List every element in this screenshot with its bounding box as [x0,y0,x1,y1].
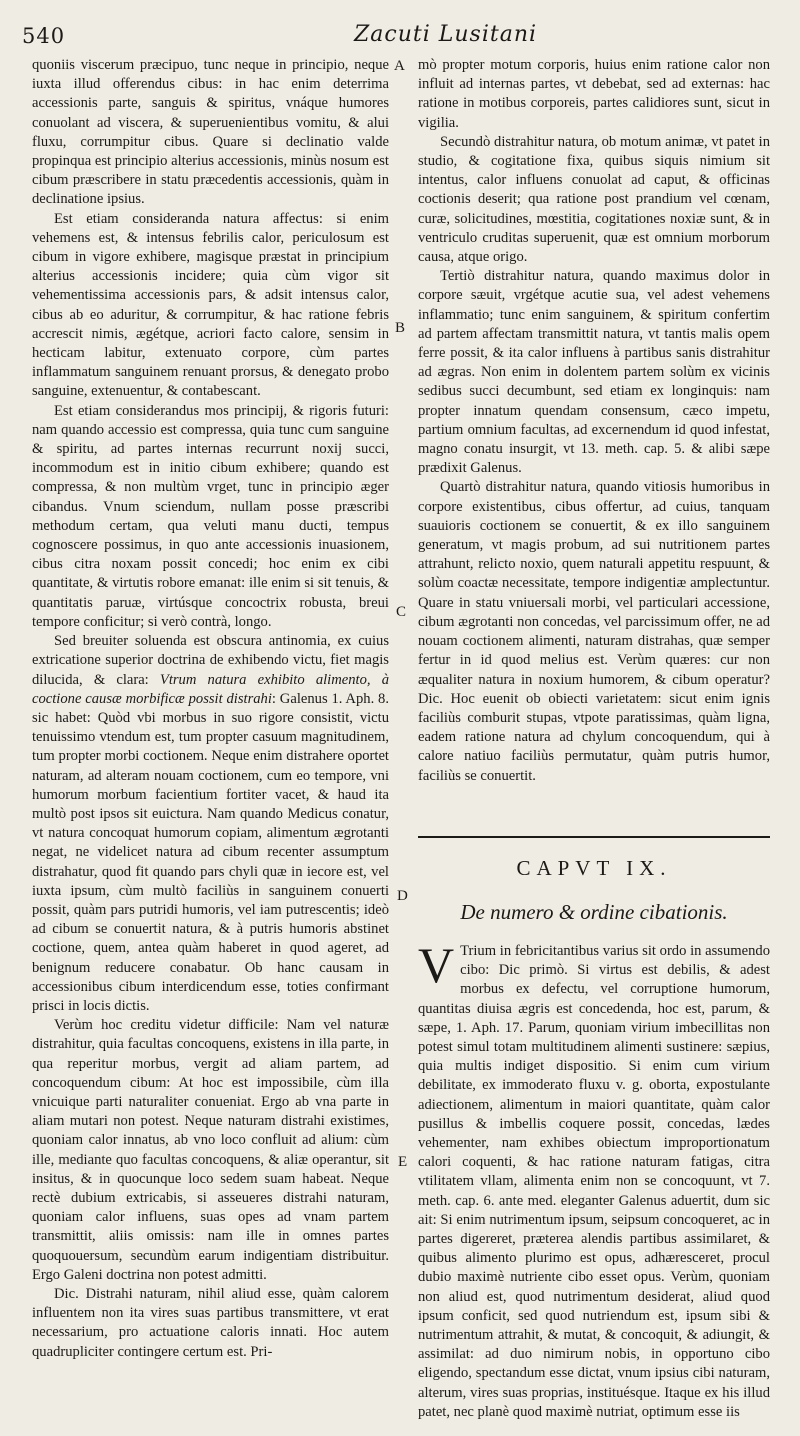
left-paragraph-2: Est etiam consideranda natura affectus: si enim vehemens est, & intensus febrilis calor, periculosum est cibum in vigore exhibere, magisque præstat in principium alterius accessionis incidere; quia cùm vigor sit vehementissima accessionis pars, & adsit intensus calor, cibus ab eo aduritur, & corrumpitur, & hac ratione febris accrescit nimis, ægétque, acriori facto calore, sensim in hecticam labitur, extenuato corpore, cùm partes inflammatum sanguinem renuant prorsus, & denegato probo sanguine, extenuentur, & contabescant. [32,210,389,400]
page-header [14,18,774,52]
margin-letter-b: B [395,320,406,336]
left-paragraph-5: Verùm hoc creditu videtur difficile: Nam vel naturæ distrahitur, quia facultas concoquens, existens in illa parte, in qua reperitur morbus, vergit ad aliam partem, ad concoquendum cibum: At hoc est impossibile, cùm illa vnicuique parti naturaliter conueniat. Ergo ab vna parte in aliam mutari non potest. Neque naturam distrahi existimes, quoniam calor innatus, ab vno loco confluit ad alium: cùm ille, mediante quo facultas concoquens, & aliæ operantur, sit insitus, & in quocunque loco sedem suam habeat. Neque rectè dubium extricabis, si asseueres distrahi naturam, quoniam calor influens, suas opes ad vnam partem transmittit, aliis omissis: nam ille in omnes partes quoquouersum, secundùm earum indigentiam distribuitur. Ergo Galeni doctrina non potest admitti. [32,1017,389,1283]
left-paragraph-4-lead: Sed breuiter soluenda est obscura antinomia, ex cuius extricatione superior doctrina de exhibendo victu, fiet magis dilucida, & clara: [32,633,389,688]
margin-letter-d: D [397,888,408,904]
left-paragraph-1: quoniis viscerum præcipuo, tunc neque in principio, neque iuxta illud offerendus cibus: in hac enim deterrima accessionis parte, sanguis & spiritus, vnáque humores conuolant ad viscera, & superuenientibus vomitu, & alui fluxu, corrumpitur cibus. Quare si declinatio valde propinqua est principio alterius accessionis, minùs nosum est cibum præscribere in statu præcedentis accessionis, quàm in declinatione ipsius. [32,57,389,208]
left-paragraph-3: Est etiam considerandus mos principij, & rigoris futuri: nam quando accessio est compressa, quia tunc cum sanguine & spiritu, ad partes internas recurrunt noxij succi, incommodum est in initio cibum exhibere; quando est compressa, & non multùm vrget, tunc in principio æger cibandus. Vnum sciendum, nullam posse præscribi methodum certam, qua veluti manu ducti, tempus cognoscere possimus, in quo ante accessionis inuasionem, cibus citra noxam possit concedi; hoc enim ex cibi quantitate, & virtutis robore emanat: ille enim si sit tenuis, & quantitatis paruæ, virtúsque concoctrix robusta, breui tempore conficitur; si verò contrà, longo. [32,402,389,630]
margin-letter-c: C [396,604,407,620]
right-paragraph-4: Quartò distrahitur natura, quando vitiosis humoribus in corpore existentibus, cibus offertur, ad cuius, tanquam suauioris coctionem se conuertit, & ex illo sanguinem generatum, vt magis probum, ad sui nutritionem partes attrahunt, relicto noxio, quem naturali appetitu respuunt, & solùm coactæ necessitate, tempore indigentiæ amplectuntur. Quare in statu vniuersali morbi, vel particulari accessione, cibum ægrotanti non concedas, vel parcissimum offer, ne ad nouam coctionem alimenti, naturam distrahas, quæ semper fertur in id quod melius est. Verùm quæres: cur non æqualiter natura in noxium humorem, & cibum operatur? Dic. Hoc euenit ob obiecti varietatem: sicut enim ignis faciliùs comburit stupas, vtpote paratissimas, quàm ligna, eadem ratione natura ad chylum concoquendum, qui à calore natiuo faciliùs permutatur, quàm putris humor, faciliùs se conuertit. [418,479,770,784]
chapter-title: CAPVT IX. [516,856,672,880]
catchword: iis [726,1403,740,1420]
margin-letter-a: A [394,58,405,74]
drop-cap: V [418,937,455,993]
left-paragraph-4 [32,632,389,1016]
chapter-paragraph [418,937,770,1422]
running-head: Zacuti Lusitani [354,22,538,47]
margin-letter-e: E [398,1154,408,1170]
right-paragraph-1: mò propter motum corporis, huius enim ratione calor non influit ad internas partes, vt debebat, sed ad externas: hac ratione in motibus corporeis, partes calidiores sunt, sicut in vigilia. [418,57,770,131]
chapter-subtitle: De numero & ordine cibationis. [460,900,728,924]
chapter-divider-rule [418,836,770,838]
page-number: 540 [22,24,66,48]
chapter-paragraph-text: Trium in febricitantibus varius sit ordo in assumendo cibo: Dic primò. Si virtus est debilis, & adest morbus ex defectu, vel corruptione humorum, quantitas diuisa ægris est concedenda, hoc est, parum, & sæpe, 1. Aph. 17. Parum, quoniam virium imbecillitas non potest simul totam multitudinem alimenti sustinere: sæpius, quia multis indiget dispositio. Si enim cum virium debilitate, ex immoderato fluxu v. g. oborta, expostulante adiectionem, alimentum in maiori quantitate, quàm calor pusillus & imbellis coquere possit, concedas, lædes vehementer, nam exhibes obiectum improportionatum calori coquenti, & hac ratione naturam fatigas, citra vtilitatem vllam, alimenta enim non se concoquunt, vt 7. meth. cap. 6. ante med. eleganter Galenus aduertit, dum sic ait: Si enim nutrimentum ipsum, seipsum concoqueret, ac in partes digereret, præterea alendis partibus assimilaret, & quibus alimento plurimo est opus, adhæresceret, procul dubio maximè nutriente cibo esset opus. Verùm, quoniam non aliud est, quod nutrimentum desiderat, aliud quod ipsum conficit, sed quod nutriendum est, ipsum sibi & nutrimentum attrahit, & mutat, & concoquit, & adiungit, & assimilat: ad duo nimirum nobis, in opportuno cibo eligendo, spectandum esse dictat, vnum ipsius cibi naturam, alterum, vires suas proprias, instituésque. Itaque ex his illud patet, nec planè quod maximè nutriat, optimum esse [418,943,770,1420]
right-paragraph-3: Tertiò distrahitur natura, quando maximus dolor in corpore sæuit, vrgétque acutie sua, vel adest vehemens inflammatio; tunc enim sanguinem, & spiritum confertim ad partem affectam transmittit natura, vt tantis malis opem ferre possit, & ita calor influens à partibus sanis distrahitur ad ægras. Non enim in dolentem partem solùm ex vicinis sedibus succi decumbunt, sed etiam ex longinquis: nam propter innatum quendam consensum, cæco impetu, partium omnium facultas, ad excernendum id quod infestat, magno conatu insurgit, vt 13. meth. cap. 5. & alibi sæpe prædixit Galenus. [418,268,770,477]
right-column [418,56,770,786]
left-paragraph-4-question: Vtrum natura exhibito alimento, à coctione causæ morbificæ possit distrahi [32,671,389,707]
right-paragraph-2: Secundò distrahitur natura, ob motum animæ, vt patet in studio, & cogitatione fixa, quibus siquis nimium sit intentus, calor influens conuolat ad caput, & officinas coctionis deserit; qua ratione post prandium vel cœnam, curæ, solicitudines, mœstitia, cogitationes noxiæ sunt, & in ventriculo cruditas superuenit, quæ est omnium morborum causa, atque origo. [418,133,770,266]
left-paragraph-6: Dic. Distrahi naturam, nihil aliud esse, quàm calorem influentem non ita vires suas partibus transmittere, vt erat necessarium, pro actuatione caloris innati. Hoc autem quadrupliciter contingere certum est. Pri- [32,1286,389,1360]
chapter-body [418,937,770,1422]
left-paragraph-4-tail: : Galenus 1. Aph. 8. sic habet: Quòd vbi morbus in suo rigore consistit, victu tenuissimo vtendum est, tum propter casuum magnitudinem, tum propter morbi coctionem. Neque enim distrahere oportet naturam, ad alteram nouam coctionem, cum eo tempore, vni humorum morbum facientium fortiter vacet, & haud ita multò post ipsos sit euictura. Nam quando Medicus conatur, vt natura concoquat humorum copiam, alimentum ægrotanti negat, ne videlicet natura ad cibum recenter assumptum distrahatur, quod fit quando pars chyli quæ in iecore est, vel iuxta ipsum, cùm multò faciliùs in sanguinem conuerti possit, quàm pars putridi humoris, vel iam putrescentis; ideò ad cibum se conuertit natura, & à putris humoris abstinet coctione, quem, antea quàm haberet in quod ageret, ad benignum reducere conabatur. Ob hanc causam in accessionibus cibum interdicendum esse, toties confirmant prisci in locis dictis. [32,690,389,1014]
left-column [32,56,389,1362]
